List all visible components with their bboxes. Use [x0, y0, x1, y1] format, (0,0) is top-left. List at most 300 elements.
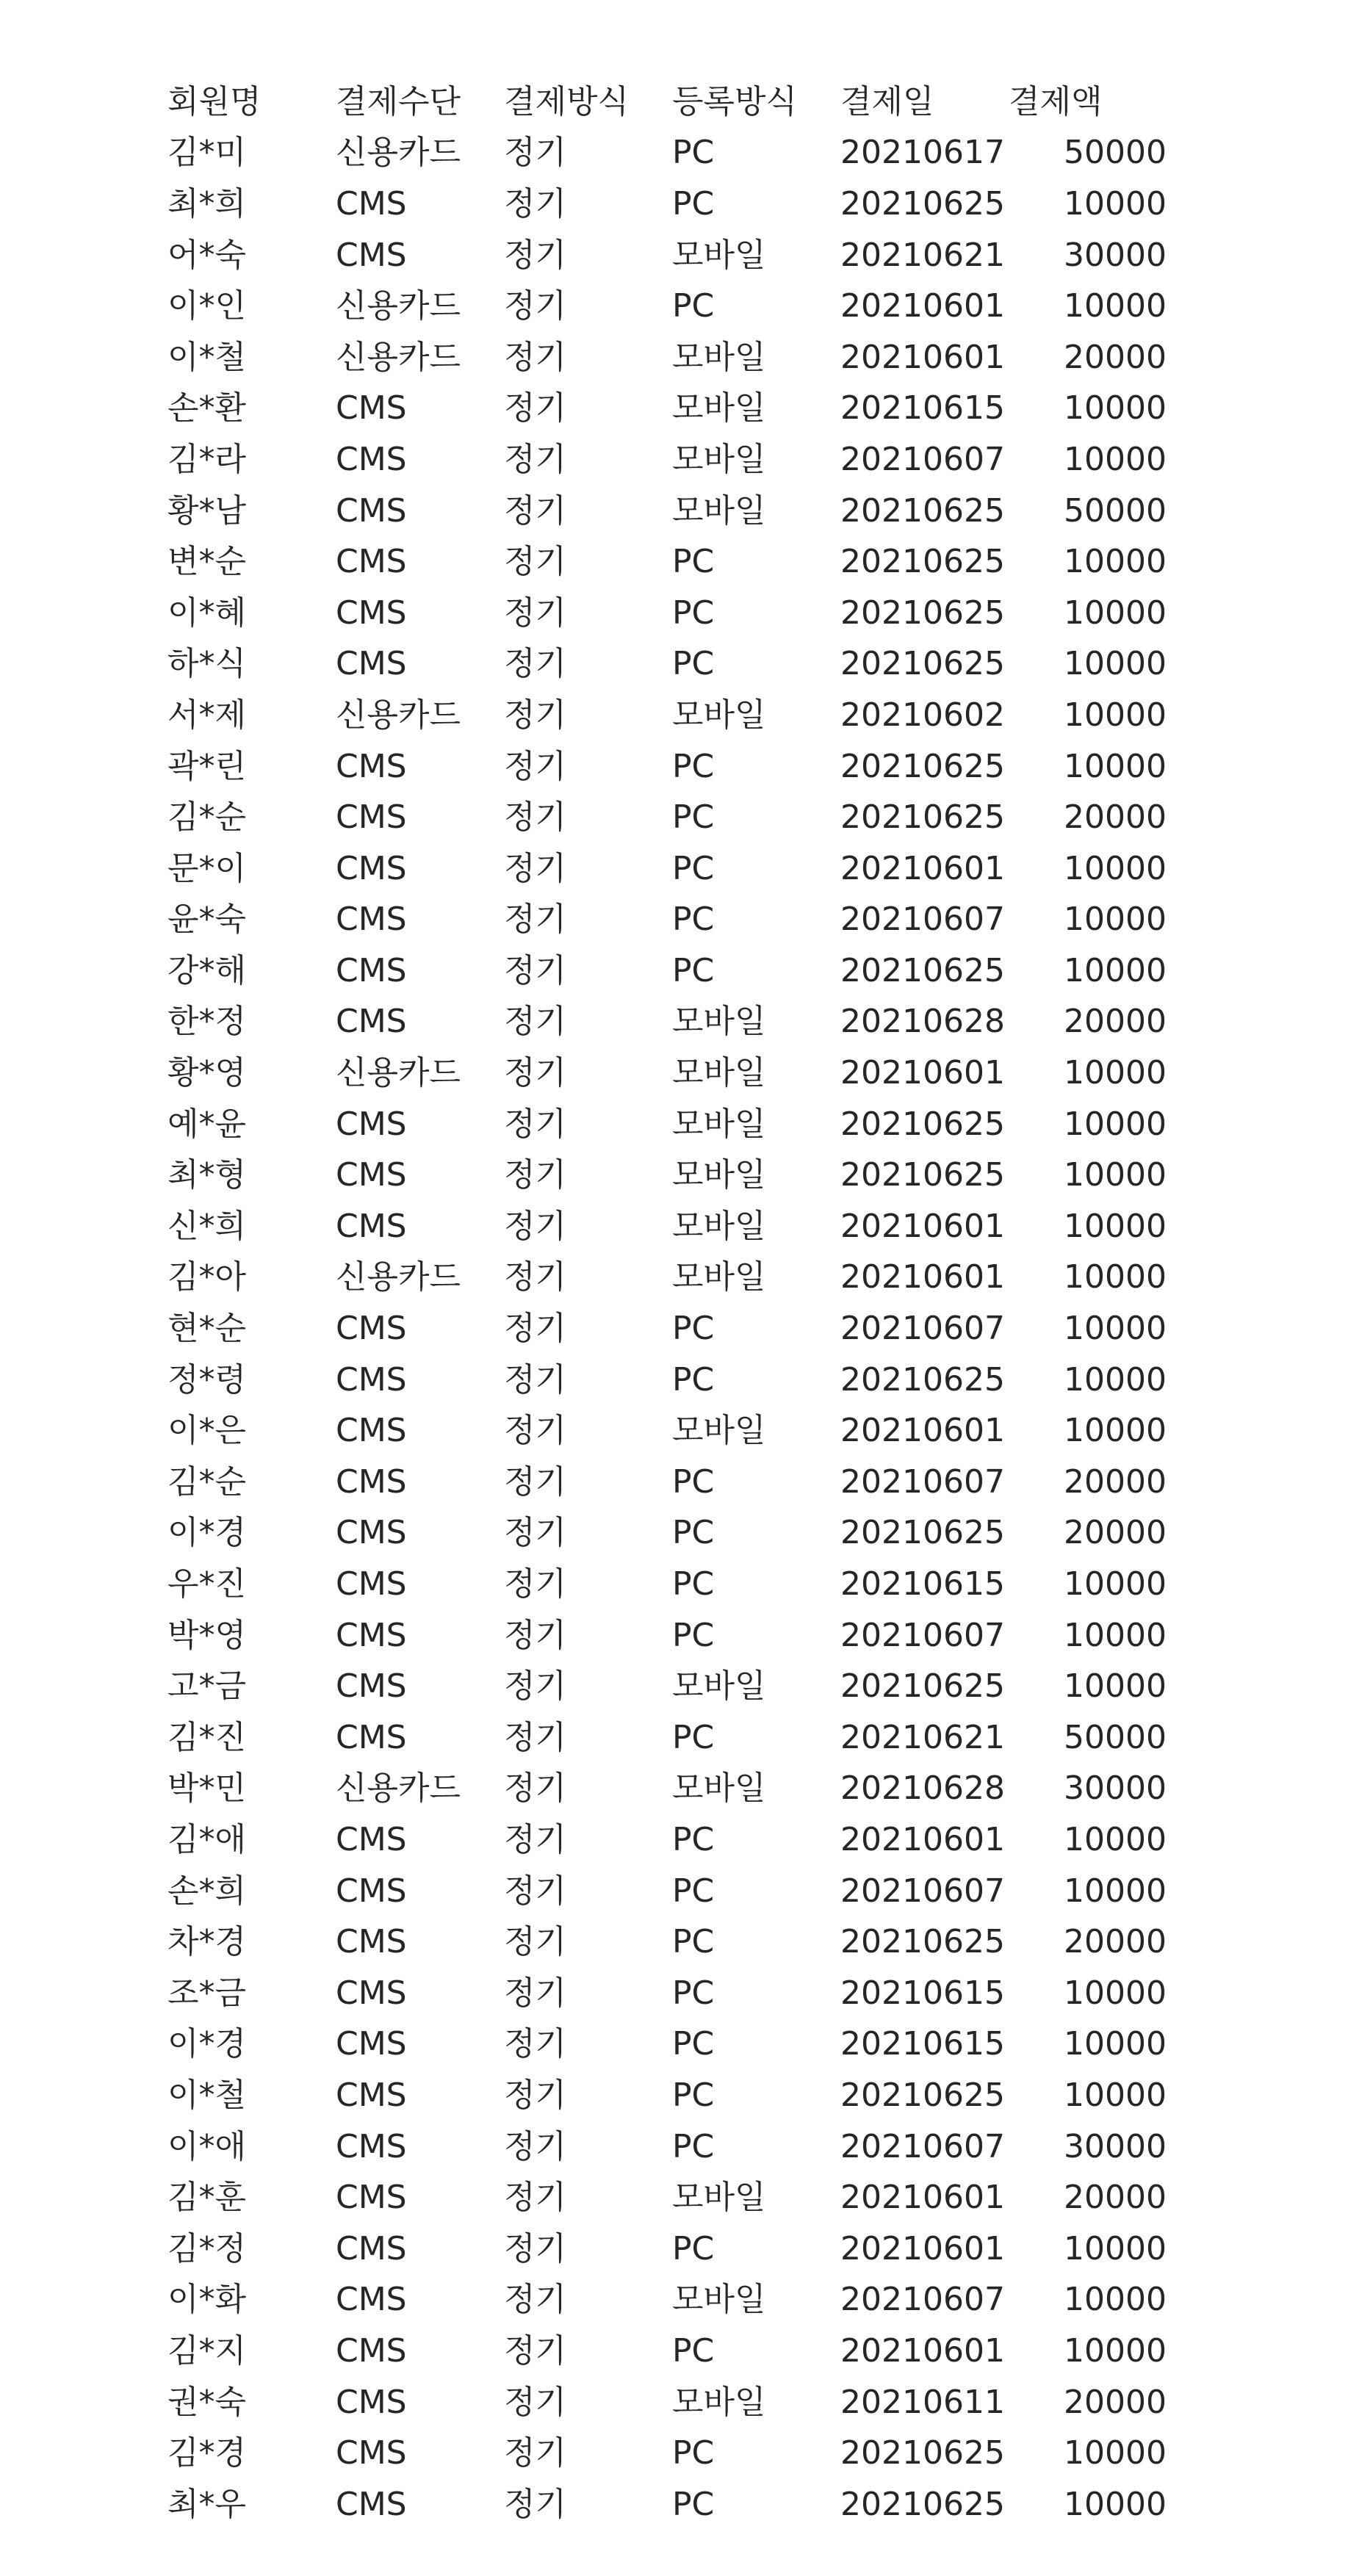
- cell-registration-method: PC: [672, 2025, 715, 2063]
- cell-member-name: 이*철: [167, 338, 247, 376]
- table-row: [167, 1201, 1196, 1252]
- cell-payment-amount: 10000: [1064, 2076, 1167, 2114]
- cell-payment-amount: 30000: [1064, 2127, 1167, 2165]
- cell-payment-method: 정기: [504, 1820, 567, 1858]
- cell-registration-method: 모바일: [672, 2179, 766, 2217]
- cell-payment-method: 정기: [504, 2179, 567, 2217]
- cell-payment-amount: 20000: [1064, 1923, 1167, 1961]
- cell-registration-method: PC: [672, 747, 715, 785]
- cell-payment-amount: 30000: [1064, 1769, 1167, 1808]
- cell-payment-means: 신용카드: [336, 1258, 461, 1296]
- cell-payment-date: 20210607: [840, 1462, 1005, 1501]
- cell-payment-date: 20210625: [840, 645, 1005, 683]
- cell-payment-amount: 10000: [1064, 184, 1167, 223]
- cell-payment-amount: 10000: [1064, 1054, 1167, 1092]
- cell-registration-method: PC: [672, 1718, 715, 1756]
- cell-member-name: 김*아: [167, 1258, 247, 1296]
- cell-registration-method: PC: [672, 2485, 715, 2523]
- cell-payment-amount: 10000: [1064, 2331, 1167, 2370]
- cell-payment-date: 20210601: [840, 849, 1005, 887]
- table-body: [167, 128, 1196, 2530]
- cell-payment-date: 20210625: [840, 491, 1005, 530]
- cell-payment-means: CMS: [336, 2281, 407, 2319]
- cell-payment-method: 정기: [504, 1156, 567, 1194]
- cell-payment-method: 정기: [504, 2281, 567, 2319]
- cell-payment-means: CMS: [336, 543, 407, 581]
- cell-registration-method: 모바일: [672, 2383, 766, 2421]
- cell-payment-amount: 10000: [1064, 1667, 1167, 1706]
- cell-payment-means: CMS: [336, 1667, 407, 1706]
- cell-registration-method: PC: [672, 1310, 715, 1348]
- cell-registration-method: 모바일: [672, 491, 766, 530]
- cell-payment-date: 20210607: [840, 2127, 1005, 2165]
- cell-payment-amount: 10000: [1064, 747, 1167, 785]
- cell-payment-means: CMS: [336, 491, 407, 530]
- cell-payment-method: 정기: [504, 1462, 567, 1501]
- cell-payment-amount: 10000: [1064, 1360, 1167, 1399]
- table-row: [167, 536, 1196, 588]
- cell-registration-method: 모바일: [672, 389, 766, 427]
- cell-payment-amount: 20000: [1064, 1462, 1167, 1501]
- cell-payment-method: 정기: [504, 1105, 567, 1143]
- table-row: [167, 690, 1196, 741]
- cell-payment-means: 신용카드: [336, 1054, 461, 1092]
- cell-payment-method: 정기: [504, 2025, 567, 2063]
- table-row: [167, 128, 1196, 179]
- table-row: [167, 639, 1196, 690]
- cell-registration-method: PC: [672, 2127, 715, 2165]
- cell-payment-means: CMS: [336, 2025, 407, 2063]
- cell-member-name: 예*윤: [167, 1105, 247, 1143]
- cell-payment-date: 20210607: [840, 2281, 1005, 2319]
- table-row: [167, 1968, 1196, 2019]
- cell-registration-method: PC: [672, 2229, 715, 2267]
- table-row: [167, 1508, 1196, 1559]
- cell-registration-method: PC: [672, 2076, 715, 2114]
- cell-payment-date: 20210615: [840, 1565, 1005, 1603]
- cell-payment-date: 20210601: [840, 287, 1005, 325]
- cell-payment-date: 20210625: [840, 1156, 1005, 1194]
- cell-payment-means: CMS: [336, 2331, 407, 2370]
- cell-payment-method: 정기: [504, 1565, 567, 1603]
- cell-registration-method: PC: [672, 849, 715, 887]
- cell-registration-method: PC: [672, 1462, 715, 1501]
- table-row: [167, 1610, 1196, 1662]
- cell-payment-amount: 10000: [1064, 2281, 1167, 2319]
- cell-registration-method: PC: [672, 287, 715, 325]
- cell-payment-date: 20210625: [840, 1667, 1005, 1706]
- cell-registration-method: PC: [672, 1820, 715, 1858]
- cell-payment-method: 정기: [504, 1412, 567, 1450]
- cell-payment-amount: 10000: [1064, 1310, 1167, 1348]
- cell-payment-amount: 10000: [1064, 1974, 1167, 2012]
- cell-member-name: 하*식: [167, 645, 247, 683]
- header-registration-method: 등록방식: [672, 82, 798, 120]
- cell-payment-amount: 10000: [1064, 389, 1167, 427]
- cell-member-name: 김*경: [167, 2434, 247, 2472]
- table-row: [167, 895, 1196, 946]
- cell-registration-method: PC: [672, 798, 715, 837]
- cell-payment-means: CMS: [336, 1207, 407, 1245]
- cell-registration-method: PC: [672, 1974, 715, 2012]
- table-row: [167, 1916, 1196, 1968]
- cell-payment-means: CMS: [336, 1360, 407, 1399]
- cell-member-name: 정*령: [167, 1360, 247, 1399]
- cell-payment-method: 정기: [504, 1667, 567, 1706]
- cell-payment-method: 정기: [504, 2331, 567, 2370]
- cell-payment-amount: 10000: [1064, 2025, 1167, 2063]
- cell-payment-method: 정기: [504, 338, 567, 376]
- header-payment-method: 결제방식: [504, 82, 630, 120]
- table-row: [167, 1354, 1196, 1406]
- cell-payment-means: 신용카드: [336, 338, 461, 376]
- cell-payment-method: 정기: [504, 1003, 567, 1041]
- cell-payment-date: 20210625: [840, 1105, 1005, 1143]
- cell-payment-amount: 10000: [1064, 901, 1167, 939]
- cell-payment-amount: 10000: [1064, 1207, 1167, 1245]
- cell-payment-date: 20210601: [840, 2179, 1005, 2217]
- cell-payment-means: CMS: [336, 1514, 407, 1552]
- cell-registration-method: PC: [672, 1565, 715, 1603]
- cell-member-name: 고*금: [167, 1667, 247, 1706]
- table-row: [167, 178, 1196, 230]
- cell-member-name: 권*숙: [167, 2383, 247, 2421]
- cell-payment-date: 20210611: [840, 2383, 1005, 2421]
- table-row: [167, 2070, 1196, 2121]
- cell-payment-method: 정기: [504, 1872, 567, 1910]
- cell-payment-means: CMS: [336, 1156, 407, 1194]
- cell-payment-method: 정기: [504, 2485, 567, 2523]
- cell-payment-method: 정기: [504, 645, 567, 683]
- cell-payment-amount: 10000: [1064, 2485, 1167, 2523]
- cell-payment-means: 신용카드: [336, 1769, 461, 1808]
- cell-registration-method: 모바일: [672, 696, 766, 734]
- cell-payment-means: CMS: [336, 1310, 407, 1348]
- header-payment-date: 결제일: [840, 82, 934, 120]
- table-row: [167, 281, 1196, 332]
- cell-payment-amount: 10000: [1064, 2229, 1167, 2267]
- cell-registration-method: PC: [672, 2331, 715, 2370]
- cell-payment-date: 20210607: [840, 1616, 1005, 1654]
- cell-registration-method: PC: [672, 645, 715, 683]
- cell-registration-method: PC: [672, 1360, 715, 1399]
- cell-member-name: 곽*린: [167, 747, 247, 785]
- cell-payment-method: 정기: [504, 1769, 567, 1808]
- cell-payment-method: 정기: [504, 1360, 567, 1399]
- table-row: [167, 383, 1196, 435]
- table-row: [167, 1047, 1196, 1099]
- cell-registration-method: PC: [672, 1872, 715, 1910]
- cell-payment-date: 20210601: [840, 1412, 1005, 1450]
- cell-payment-method: 정기: [504, 594, 567, 632]
- cell-payment-date: 20210625: [840, 1514, 1005, 1552]
- cell-payment-method: 정기: [504, 543, 567, 581]
- cell-payment-amount: 50000: [1064, 491, 1167, 530]
- cell-registration-method: 모바일: [672, 338, 766, 376]
- cell-registration-method: 모바일: [672, 440, 766, 478]
- cell-payment-means: CMS: [336, 645, 407, 683]
- cell-payment-date: 20210625: [840, 184, 1005, 223]
- cell-payment-method: 정기: [504, 849, 567, 887]
- cell-member-name: 강*해: [167, 951, 247, 989]
- cell-member-name: 김*진: [167, 1718, 247, 1756]
- cell-payment-amount: 10000: [1064, 594, 1167, 632]
- cell-payment-means: CMS: [336, 1616, 407, 1654]
- table-row: [167, 792, 1196, 843]
- table-row: [167, 2326, 1196, 2377]
- cell-payment-method: 정기: [504, 951, 567, 989]
- cell-payment-means: CMS: [336, 2434, 407, 2472]
- cell-member-name: 김*지: [167, 2331, 247, 2370]
- cell-member-name: 현*순: [167, 1310, 247, 1348]
- cell-payment-amount: 20000: [1064, 1514, 1167, 1552]
- cell-payment-amount: 10000: [1064, 543, 1167, 581]
- cell-payment-method: 정기: [504, 491, 567, 530]
- cell-member-name: 황*남: [167, 491, 247, 530]
- cell-payment-date: 20210628: [840, 1769, 1005, 1808]
- cell-payment-means: CMS: [336, 184, 407, 223]
- table-row: [167, 434, 1196, 486]
- cell-payment-means: CMS: [336, 2229, 407, 2267]
- cell-member-name: 어*숙: [167, 236, 247, 274]
- payment-table: [167, 76, 1196, 2530]
- cell-member-name: 조*금: [167, 1974, 247, 2012]
- cell-payment-amount: 10000: [1064, 1412, 1167, 1450]
- cell-payment-date: 20210621: [840, 236, 1005, 274]
- table-row: [167, 1099, 1196, 1150]
- cell-payment-means: CMS: [336, 747, 407, 785]
- cell-payment-means: CMS: [336, 1105, 407, 1143]
- cell-payment-means: CMS: [336, 236, 407, 274]
- cell-payment-amount: 10000: [1064, 1820, 1167, 1858]
- cell-member-name: 변*순: [167, 543, 247, 581]
- table-header: [167, 76, 1196, 128]
- table-row: [167, 2223, 1196, 2275]
- table-row: [167, 741, 1196, 793]
- cell-member-name: 윤*숙: [167, 901, 247, 939]
- cell-payment-method: 정기: [504, 2127, 567, 2165]
- cell-payment-means: CMS: [336, 2076, 407, 2114]
- table-row: [167, 230, 1196, 281]
- cell-payment-means: CMS: [336, 2179, 407, 2217]
- cell-payment-means: CMS: [336, 1974, 407, 2012]
- cell-payment-amount: 10000: [1064, 951, 1167, 989]
- cell-payment-method: 정기: [504, 287, 567, 325]
- cell-member-name: 손*환: [167, 389, 247, 427]
- cell-payment-date: 20210601: [840, 1258, 1005, 1296]
- cell-registration-method: 모바일: [672, 1003, 766, 1041]
- table-row: [167, 1814, 1196, 1866]
- cell-payment-method: 정기: [504, 747, 567, 785]
- cell-member-name: 김*순: [167, 1462, 247, 1501]
- table-row: [167, 486, 1196, 537]
- cell-member-name: 이*철: [167, 2076, 247, 2114]
- cell-payment-means: CMS: [336, 1565, 407, 1603]
- cell-payment-method: 정기: [504, 440, 567, 478]
- cell-registration-method: PC: [672, 184, 715, 223]
- cell-payment-date: 20210625: [840, 543, 1005, 581]
- cell-payment-method: 정기: [504, 1310, 567, 1348]
- cell-payment-means: 신용카드: [336, 696, 461, 734]
- cell-payment-means: CMS: [336, 2383, 407, 2421]
- cell-registration-method: 모바일: [672, 1105, 766, 1143]
- cell-payment-date: 20210617: [840, 134, 1005, 172]
- cell-payment-date: 20210625: [840, 798, 1005, 837]
- cell-payment-method: 정기: [504, 1207, 567, 1245]
- table-row: [167, 1150, 1196, 1201]
- header-payment-means: 결제수단: [336, 82, 461, 120]
- cell-payment-amount: 10000: [1064, 440, 1167, 478]
- cell-payment-means: CMS: [336, 440, 407, 478]
- cell-payment-means: CMS: [336, 849, 407, 887]
- table-row: [167, 2377, 1196, 2428]
- cell-registration-method: 모바일: [672, 1667, 766, 1706]
- cell-payment-method: 정기: [504, 389, 567, 427]
- table-row: [167, 1457, 1196, 1508]
- cell-member-name: 황*영: [167, 1054, 247, 1092]
- cell-payment-amount: 20000: [1064, 1003, 1167, 1041]
- cell-registration-method: PC: [672, 1923, 715, 1961]
- cell-payment-amount: 10000: [1064, 1616, 1167, 1654]
- cell-payment-date: 20210625: [840, 2485, 1005, 2523]
- header-member-name: 회원명: [167, 82, 262, 120]
- cell-payment-date: 20210615: [840, 389, 1005, 427]
- cell-registration-method: PC: [672, 1616, 715, 1654]
- cell-payment-date: 20210615: [840, 1974, 1005, 2012]
- cell-payment-method: 정기: [504, 1054, 567, 1092]
- table-row: [167, 1405, 1196, 1457]
- table-row: [167, 1252, 1196, 1304]
- cell-payment-date: 20210607: [840, 1310, 1005, 1348]
- cell-payment-amount: 50000: [1064, 1718, 1167, 1756]
- table-row: [167, 1866, 1196, 1917]
- cell-payment-date: 20210625: [840, 1923, 1005, 1961]
- cell-registration-method: PC: [672, 951, 715, 989]
- cell-payment-date: 20210602: [840, 696, 1005, 734]
- cell-payment-amount: 10000: [1064, 287, 1167, 325]
- cell-registration-method: 모바일: [672, 1412, 766, 1450]
- cell-payment-means: CMS: [336, 1412, 407, 1450]
- cell-payment-method: 정기: [504, 2383, 567, 2421]
- cell-payment-method: 정기: [504, 901, 567, 939]
- cell-payment-method: 정기: [504, 1974, 567, 2012]
- cell-payment-amount: 20000: [1064, 2179, 1167, 2217]
- cell-payment-method: 정기: [504, 1514, 567, 1552]
- cell-registration-method: PC: [672, 594, 715, 632]
- cell-member-name: 박*민: [167, 1769, 247, 1808]
- header-row: [167, 76, 1196, 128]
- cell-payment-means: CMS: [336, 389, 407, 427]
- cell-payment-method: 정기: [504, 184, 567, 223]
- cell-payment-date: 20210601: [840, 2331, 1005, 2370]
- cell-payment-amount: 10000: [1064, 1105, 1167, 1143]
- cell-payment-date: 20210625: [840, 747, 1005, 785]
- cell-payment-means: CMS: [336, 594, 407, 632]
- cell-member-name: 박*영: [167, 1616, 247, 1654]
- table-row: [167, 2172, 1196, 2223]
- table-row: [167, 332, 1196, 383]
- cell-payment-amount: 10000: [1064, 849, 1167, 887]
- cell-payment-method: 정기: [504, 2229, 567, 2267]
- cell-member-name: 우*진: [167, 1565, 247, 1603]
- cell-registration-method: 모바일: [672, 236, 766, 274]
- cell-member-name: 최*형: [167, 1156, 247, 1194]
- cell-payment-amount: 10000: [1064, 1156, 1167, 1194]
- cell-payment-amount: 10000: [1064, 1258, 1167, 1296]
- table-row: [167, 588, 1196, 639]
- cell-member-name: 김*정: [167, 2229, 247, 2267]
- cell-member-name: 이*은: [167, 1412, 247, 1450]
- cell-member-name: 이*경: [167, 1514, 247, 1552]
- cell-payment-date: 20210625: [840, 594, 1005, 632]
- cell-member-name: 이*애: [167, 2127, 247, 2165]
- cell-payment-means: 신용카드: [336, 287, 461, 325]
- cell-payment-means: CMS: [336, 1003, 407, 1041]
- cell-payment-method: 정기: [504, 1258, 567, 1296]
- cell-member-name: 서*제: [167, 696, 247, 734]
- cell-payment-method: 정기: [504, 1718, 567, 1756]
- cell-payment-method: 정기: [504, 2434, 567, 2472]
- cell-member-name: 최*우: [167, 2485, 247, 2523]
- cell-payment-amount: 20000: [1064, 798, 1167, 837]
- cell-payment-date: 20210601: [840, 1820, 1005, 1858]
- cell-registration-method: PC: [672, 2434, 715, 2472]
- cell-payment-means: CMS: [336, 798, 407, 837]
- cell-payment-date: 20210625: [840, 2076, 1005, 2114]
- cell-payment-method: 정기: [504, 1616, 567, 1654]
- cell-payment-means: CMS: [336, 2127, 407, 2165]
- cell-member-name: 이*경: [167, 2025, 247, 2063]
- cell-payment-date: 20210607: [840, 440, 1005, 478]
- table-row: [167, 2121, 1196, 2173]
- table-row: [167, 2428, 1196, 2479]
- cell-payment-amount: 10000: [1064, 2434, 1167, 2472]
- table-row: [167, 843, 1196, 895]
- cell-payment-amount: 20000: [1064, 2383, 1167, 2421]
- cell-member-name: 김*순: [167, 798, 247, 837]
- cell-registration-method: 모바일: [672, 1258, 766, 1296]
- cell-payment-amount: 10000: [1064, 645, 1167, 683]
- cell-payment-means: CMS: [336, 901, 407, 939]
- cell-member-name: 이*혜: [167, 594, 247, 632]
- cell-payment-amount: 50000: [1064, 134, 1167, 172]
- cell-payment-means: CMS: [336, 951, 407, 989]
- cell-payment-date: 20210621: [840, 1718, 1005, 1756]
- table-row: [167, 945, 1196, 997]
- table-row: [167, 1712, 1196, 1764]
- cell-member-name: 최*희: [167, 184, 247, 223]
- cell-registration-method: 모바일: [672, 1156, 766, 1194]
- cell-member-name: 김*애: [167, 1820, 247, 1858]
- header-payment-amount: 결제액: [1009, 82, 1103, 120]
- cell-payment-amount: 10000: [1064, 696, 1167, 734]
- cell-member-name: 차*경: [167, 1923, 247, 1961]
- cell-registration-method: PC: [672, 134, 715, 172]
- table-row: [167, 1559, 1196, 1610]
- cell-payment-means: CMS: [336, 2485, 407, 2523]
- cell-member-name: 이*인: [167, 287, 247, 325]
- cell-payment-means: CMS: [336, 1923, 407, 1961]
- cell-payment-date: 20210601: [840, 1054, 1005, 1092]
- cell-payment-date: 20210601: [840, 2229, 1005, 2267]
- cell-registration-method: 모바일: [672, 1054, 766, 1092]
- cell-payment-date: 20210625: [840, 1360, 1005, 1399]
- table-row: [167, 1661, 1196, 1712]
- cell-registration-method: 모바일: [672, 2281, 766, 2319]
- cell-member-name: 문*이: [167, 849, 247, 887]
- cell-registration-method: 모바일: [672, 1207, 766, 1245]
- cell-registration-method: PC: [672, 1514, 715, 1552]
